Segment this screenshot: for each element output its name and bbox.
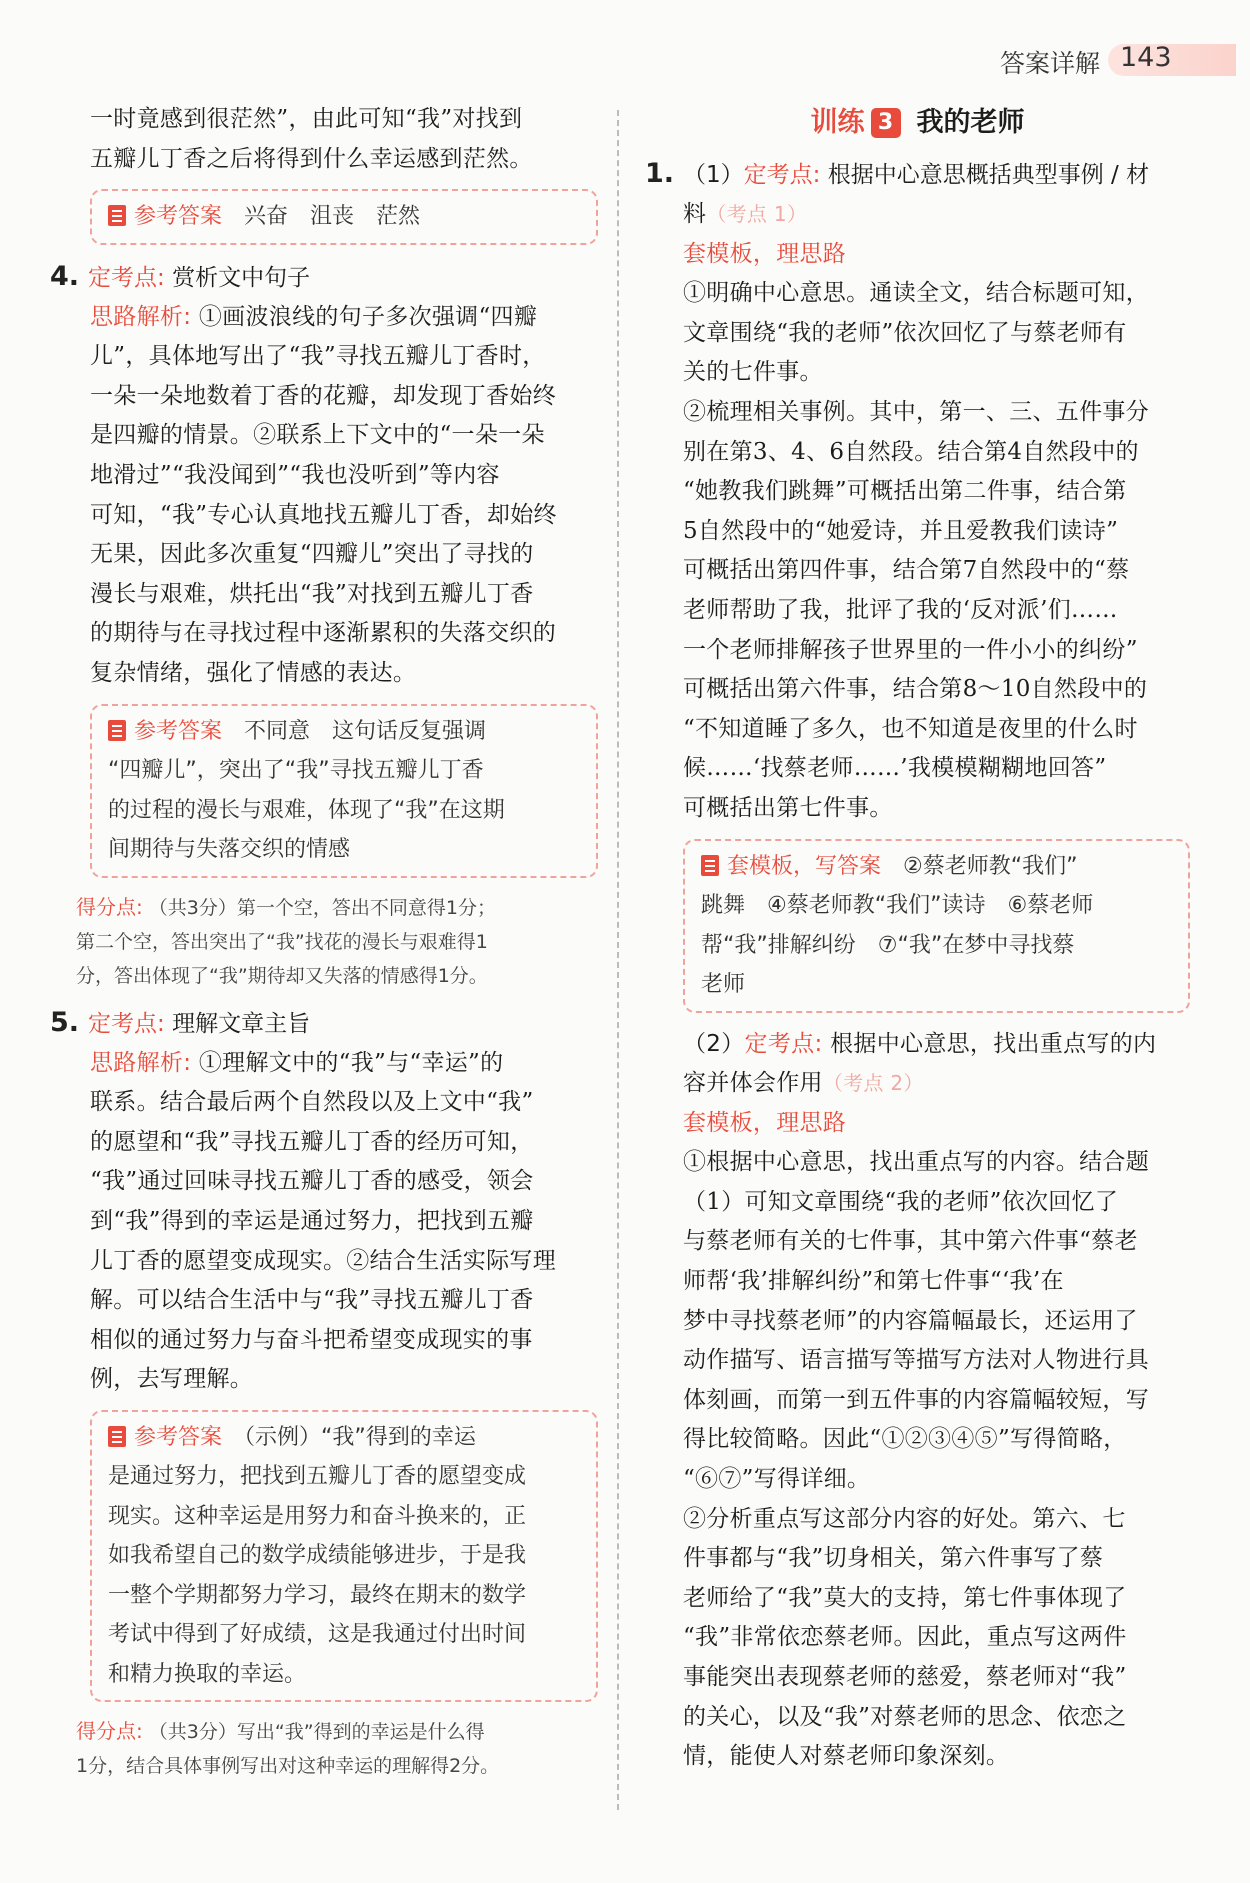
text-line: ①画波浪线的句子多次强调“四瓣 — [198, 303, 538, 330]
text-line: “四瓣儿”，突出了“我”寻找五瓣儿丁香 — [108, 758, 484, 784]
text-line: 一个老师排解孩子世界里的一件小小的纠纷” — [683, 636, 1138, 663]
text-line: 帮“我”排解纠纷 ⑦“我”在梦中寻找蔡 — [701, 932, 1075, 958]
text-line: 可知，“我”专心认真地找五瓣儿丁香，却始终 — [90, 501, 557, 528]
q4-analysis — [50, 298, 598, 694]
point-text: 理解文章主旨 — [172, 1010, 311, 1037]
text-line: 儿”，具体地写出了“我”寻找五瓣儿丁香时， — [90, 343, 546, 370]
text-line: “不知道睡了多久，也不知道是夜里的什么时 — [683, 715, 1138, 742]
text-line: 第二个空，答出突出了“我”找花的漫长与艰难得1 — [76, 930, 488, 953]
template-label: 套模板，理思路 — [683, 240, 847, 267]
text-line: 体刻画，而第一到五件事的内容篇幅较短，写 — [683, 1386, 1149, 1413]
text-line: “我”非常依恋蔡老师。因此，重点写这两件 — [683, 1624, 1127, 1651]
question-number: 5. — [50, 1006, 80, 1038]
text-line: 考试中得到了好成绩，这是我通过付出时间 — [108, 1622, 527, 1648]
analysis-label: 思路解析: — [90, 303, 192, 330]
text-line: 动作描写、语言描写等描写方法对人物进行具 — [683, 1347, 1149, 1374]
point-text: 根据中心意思，找出重点写的内 — [830, 1030, 1157, 1057]
text-line: 现实。这种幸运是用努力和奋斗换来的，正 — [108, 1503, 527, 1529]
answer-book-icon — [108, 205, 126, 226]
intro-text — [50, 100, 598, 179]
text-line: 情，能使人对蔡老师印象深刻。 — [683, 1743, 1010, 1770]
text-line: 的过程的漫长与艰难，体现了“我”在这期 — [108, 797, 505, 823]
text-line: 漫长与艰难，烘托出“我”对找到五瓣儿丁香 — [90, 580, 534, 607]
text-line: 件事都与“我”切身相关，第六件事写了蔡 — [683, 1545, 1104, 1572]
text-line: 儿丁香的愿望变成现实。②结合生活实际写理 — [90, 1247, 556, 1274]
text-line: 是通过努力，把找到五瓣儿丁香的愿望变成 — [108, 1464, 527, 1490]
text-line: “我”通过回味寻找五瓣儿丁香的感受，领会 — [90, 1168, 534, 1195]
text-line: ①根据中心意思，找出重点写的内容。结合题 — [683, 1149, 1149, 1176]
text-line: 联系。结合最后两个自然段以及上文中“我” — [90, 1089, 534, 1116]
text-line: 跳舞 ④蔡老师教“我们”读诗 ⑥蔡老师 — [701, 893, 1094, 918]
answer-text: 兴奋 沮丧 茫然 — [244, 204, 421, 230]
right-column — [645, 100, 1190, 1777]
part-prefix: （2） — [683, 1030, 745, 1057]
text-line: 的愿望和“我”寻找五瓣儿丁香的经历可知， — [90, 1128, 534, 1155]
q4-header — [50, 257, 598, 298]
answer-book-icon — [108, 1426, 126, 1447]
point-label: 定考点: — [88, 1010, 165, 1037]
text-line: 是四瓣的情景。②联系上下文中的“一朵一朵 — [90, 422, 545, 449]
point-text: 根据中心意思概括典型事例 / 材 — [827, 162, 1150, 188]
question-number: 4. — [50, 260, 80, 292]
answer-label: 参考答案 — [134, 1424, 223, 1450]
point-ref: （考点 2） — [822, 1071, 924, 1096]
text-line: 文章围绕“我的老师”依次回忆了与蔡老师有 — [683, 319, 1127, 346]
q1-header — [645, 154, 1190, 195]
text-line: 可概括出第四件事，结合第7自然段中的“蔡 — [683, 557, 1130, 584]
point-label: 定考点: — [743, 162, 821, 188]
point-text: 赏析文中句子 — [172, 264, 311, 291]
text-line: 别在第3、4、6自然段。结合第4自然段中的 — [683, 438, 1139, 465]
text-line: “⑥⑦”写得详细。 — [683, 1466, 871, 1493]
text-line: ①理解文中的“我”与“幸运”的 — [198, 1049, 504, 1076]
question-number: 1. — [645, 158, 675, 189]
title-main: 我的老师 — [916, 107, 1025, 138]
text-line: 事能突出表现蔡老师的慈爱，蔡老师对“我” — [683, 1664, 1127, 1690]
text-line: （1）可知文章围绕“我的老师”依次回忆了 — [683, 1188, 1119, 1215]
text-line: 候……‘找蔡老师……’我模模糊糊地回答” — [683, 755, 1107, 782]
text-line: 分，答出体现了“我”期待却又失落的情感得1分。 — [76, 964, 488, 987]
left-column — [50, 100, 598, 1783]
text-line: 老师给了“我”莫大的支持，第七件事体现了 — [683, 1584, 1127, 1611]
score-label: 得分点: — [76, 1719, 143, 1744]
text-line: 如我希望自己的数学成绩能够进步，于是我 — [108, 1543, 527, 1569]
text-line: ②蔡老师教“我们” — [903, 853, 1078, 879]
text-line: 相似的通过努力与奋斗把希望变成现实的事 — [90, 1326, 533, 1353]
text-line: 一时竟感到很茫然”，由此可知“我”对找到 — [90, 106, 523, 132]
text-line: ②梳理相关事例。其中，第一、三、五件事分 — [683, 398, 1149, 425]
text-line: 的期待与在寻找过程中逐渐累积的失落交织的 — [90, 620, 556, 647]
analysis-label: 思路解析: — [90, 1049, 192, 1076]
text-line: 地滑过”“我没闻到”“我也没听到”等内容 — [90, 462, 500, 489]
q5-header — [50, 1003, 598, 1044]
q5-score — [50, 1714, 598, 1783]
score-label: 得分点: — [76, 894, 143, 919]
text-line: 梦中寻找蔡老师”的内容篇幅最长，还运用了 — [683, 1307, 1138, 1334]
title-badge: 3 — [871, 108, 901, 138]
intro-answer-box — [90, 189, 598, 245]
point-text-cont: 容并体会作用 — [683, 1070, 823, 1097]
text-line: 与蔡老师有关的七件事，其中第六件事“蔡老 — [683, 1228, 1138, 1255]
text-line: 1分，结合具体事例写出对这种幸运的理解得2分。 — [76, 1755, 500, 1778]
q1-analysis — [645, 274, 1190, 828]
text-line: 老师 — [701, 972, 746, 997]
text-line: 和精力换取的幸运。 — [108, 1661, 307, 1687]
q4-answer-box — [90, 704, 598, 878]
q5-answer-box — [90, 1410, 598, 1703]
text-line: ②分析重点写这部分内容的好处。第六、七 — [683, 1505, 1126, 1532]
text-line: 无果，因此多次重复“四瓣儿”突出了寻找的 — [90, 541, 534, 568]
point-label: 定考点: — [744, 1030, 823, 1057]
text-line: 5自然段中的“她爱诗，并且爱教我们读诗” — [683, 517, 1119, 544]
q1-analysis2 — [645, 1143, 1190, 1777]
text-line: 到“我”得到的幸运是通过努力，把找到五瓣 — [90, 1208, 534, 1234]
text-line: ①明确中心意思。通读全文，结合标题可知， — [683, 280, 1149, 307]
text-line: （共3分）写出“我”得到的幸运是什么得 — [148, 1721, 485, 1744]
q1-part2 — [645, 1025, 1190, 1144]
text-line: 师帮‘我’排解纠纷”和第七件事“‘我’在 — [683, 1268, 1064, 1295]
point-label: 定考点: — [88, 264, 165, 291]
text-line: 的关心，以及“我”对蔡老师的思念、依恋之 — [683, 1703, 1127, 1730]
text-line: 一朵一朵地数着丁香的花瓣，却发现丁香始终 — [90, 382, 556, 409]
q5-analysis — [50, 1044, 598, 1400]
q4-score — [50, 890, 598, 993]
page-number: 143 — [1120, 42, 1172, 73]
text-line: 复杂情绪，强化了情感的表达。 — [90, 660, 417, 687]
point-text-cont: 料 — [683, 201, 707, 227]
q1-point-cont — [645, 195, 1190, 274]
header-label: 答案详解 — [1000, 49, 1101, 78]
template-label: 套模板，理思路 — [683, 1109, 847, 1136]
answer-label: 套模板，写答案 — [727, 853, 882, 879]
text-line: （共3分）第一个空，答出不同意得1分； — [148, 896, 496, 919]
column-divider — [617, 110, 619, 1810]
text-line: 得比较简略。因此“①②③④⑤”写得简略， — [683, 1426, 1127, 1453]
text-line: 关的七件事。 — [683, 359, 823, 386]
section-title — [645, 100, 1190, 144]
text-line: 例，去写理解。 — [90, 1366, 254, 1393]
point-ref: （考点 1） — [706, 202, 808, 226]
text-line: 可概括出第六件事，结合第8～10自然段中的 — [683, 676, 1148, 703]
part-prefix: （1） — [683, 162, 744, 188]
text-line: 解。可以结合生活中与“我”寻找五瓣儿丁香 — [90, 1287, 534, 1314]
title-prefix: 训练 — [810, 107, 865, 138]
text-line: “她教我们跳舞”可概括出第二件事，结合第 — [683, 478, 1127, 505]
q1-answer-box — [683, 839, 1190, 1013]
text-line: 一整个学期都努力学习，最终在期末的数学 — [108, 1582, 527, 1608]
text-line: 老师帮助了我，批评了我的‘反对派’们…… — [683, 596, 1118, 623]
text-line: 可概括出第七件事。 — [683, 794, 893, 821]
text-line: 不同意 这句话反复强调 — [244, 718, 487, 744]
answer-label: 参考答案 — [134, 204, 223, 230]
answer-label: 参考答案 — [134, 718, 223, 744]
text-line: 五瓣儿丁香之后将得到什么幸运感到茫然。 — [90, 145, 533, 172]
answer-book-icon — [701, 855, 719, 876]
answer-book-icon — [108, 720, 126, 741]
text-line: （示例）“我”得到的幸运 — [244, 1424, 476, 1450]
text-line: 间期待与失落交织的情感 — [108, 837, 351, 863]
